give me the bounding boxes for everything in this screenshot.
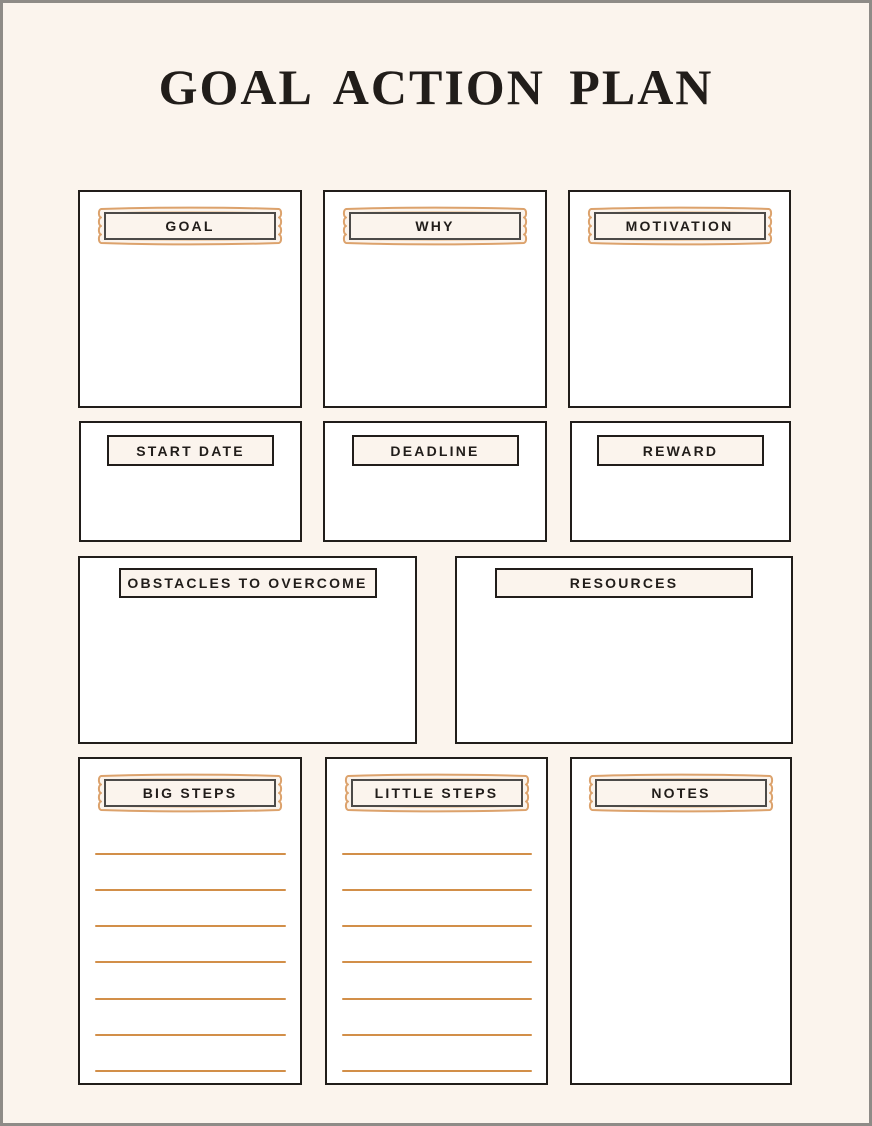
start-date-write-area: [85, 483, 296, 536]
motivation-label-tape: [584, 205, 776, 247]
deadline-label: [352, 435, 519, 466]
little-steps-label-text: LITTLE STEPS: [374, 785, 499, 801]
goal-label-text: GOAL: [165, 218, 215, 234]
big-steps-label: [104, 779, 276, 807]
motivation-label: [594, 212, 766, 240]
resources-section-box: [455, 556, 793, 744]
big-steps-ruled-lines: [95, 853, 286, 1072]
ruled-line: [95, 1070, 286, 1072]
deadline-section-box: [323, 421, 547, 542]
ruled-line: [342, 925, 532, 927]
ruled-line: [342, 961, 532, 963]
goal-section-box: [78, 190, 302, 408]
notes-label-tape: [585, 772, 777, 814]
obstacles-section-box: [78, 556, 417, 744]
why-write-area: [329, 252, 541, 402]
ruled-line: [342, 889, 532, 891]
start-date-label: [107, 435, 274, 466]
ruled-line: [342, 853, 532, 855]
why-label-tape: [339, 205, 531, 247]
ruled-line: [95, 889, 286, 891]
goal-write-area: [84, 252, 296, 402]
deadline-label-text: DEADLINE: [390, 442, 480, 459]
goal-label: [104, 212, 276, 240]
start-date-section-box: [79, 421, 302, 542]
deadline-write-area: [329, 483, 541, 536]
resources-label: [495, 568, 753, 598]
ruled-line: [342, 1034, 532, 1036]
notes-label: [595, 779, 767, 807]
big-steps-section-box: [78, 757, 302, 1085]
reward-section-box: [570, 421, 791, 542]
reward-write-area: [576, 483, 785, 536]
little-steps-label: [351, 779, 523, 807]
resources-write-area: [461, 618, 787, 738]
start-date-label-text: START DATE: [136, 442, 245, 459]
why-section-box: [323, 190, 547, 408]
obstacles-label: [119, 568, 377, 598]
notes-label-text: NOTES: [651, 785, 711, 801]
little-steps-label-tape: [341, 772, 533, 814]
ruled-line: [95, 998, 286, 1000]
big-steps-label-tape: [94, 772, 286, 814]
little-steps-section-box: [325, 757, 548, 1085]
resources-label-text: RESOURCES: [569, 575, 679, 591]
obstacles-write-area: [84, 618, 411, 738]
obstacles-label-text: OBSTACLES TO OVERCOME: [127, 575, 368, 591]
page-title: GOAL ACTION PLAN: [158, 59, 714, 115]
reward-label: [597, 435, 764, 466]
motivation-write-area: [574, 252, 785, 402]
ruled-line: [342, 998, 532, 1000]
little-steps-ruled-lines: [342, 853, 532, 1072]
big-steps-label-text: BIG STEPS: [142, 785, 238, 801]
ruled-line: [95, 853, 286, 855]
ruled-line: [95, 961, 286, 963]
motivation-label-text: MOTIVATION: [625, 218, 734, 234]
ruled-line: [342, 1070, 532, 1072]
notes-section-box: [570, 757, 792, 1085]
ruled-line: [95, 925, 286, 927]
reward-label-text: REWARD: [642, 442, 719, 459]
why-label-text: WHY: [415, 218, 455, 234]
notes-write-area: [576, 819, 786, 1079]
goal-label-tape: [94, 205, 286, 247]
ruled-line: [95, 1034, 286, 1036]
motivation-section-box: [568, 190, 791, 408]
why-label: [349, 212, 521, 240]
